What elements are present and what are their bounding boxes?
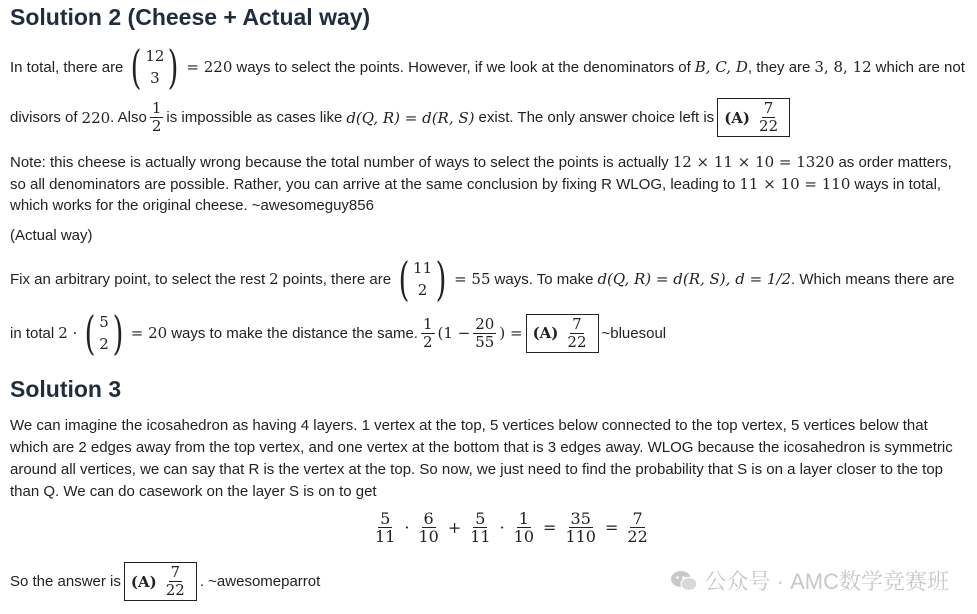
note-line-3 xyxy=(10,197,374,214)
note-line-2 xyxy=(10,175,941,193)
text: . ~awesomeparrot xyxy=(199,573,321,590)
fraction-20-55: $\frac{20}{55}$ xyxy=(475,314,495,351)
solution-3-heading: Solution 3 xyxy=(10,376,122,402)
math-inline: (1 − xyxy=(437,324,471,342)
text: ways. To make xyxy=(494,270,594,288)
text: divisors of xyxy=(10,109,78,126)
wechat-icon xyxy=(669,569,699,593)
math-inline: 3, 8, 12 xyxy=(814,58,872,76)
answer-box: (A) $\frac{7}{22}$ xyxy=(717,98,790,137)
sol2-line-1 xyxy=(10,40,965,94)
fraction-1-2: $\frac{1}{2}$ xyxy=(151,99,162,135)
math-inline: 2 · xyxy=(58,324,78,342)
text: . Which means there are xyxy=(791,270,955,288)
text: ~bluesoul xyxy=(601,324,667,342)
text: which are not xyxy=(875,58,965,76)
math-inline: ) = xyxy=(499,324,523,342)
binomial-5-2: ( 5 2 ) xyxy=(84,306,124,360)
math-inline: = 20 xyxy=(130,324,168,342)
text: so all denominators are possible. Rather, you can arrive at the same conclusion by fixing R WLOG, leading to xyxy=(10,175,736,193)
math-inline: = 55 xyxy=(454,270,491,288)
math-inline: 2 xyxy=(269,270,279,288)
final-answer-line xyxy=(10,562,320,601)
answer-box-2: (A) $\frac{7}{22}$ xyxy=(526,314,599,353)
math-inline: 12 × 11 × 10 = 1320 xyxy=(672,153,835,171)
math-inline: d(Q, R) = d(R, S), d = 1/2 xyxy=(597,270,792,288)
text: ways to make the distance the same. xyxy=(171,324,418,342)
math-inline: d(Q, R) = d(R, S) xyxy=(346,108,475,127)
display-equation: $\frac{5}{11}$ · $\frac{6}{10}$ + $\frac{5}{11}$ · $\frac{1}{10}$ = $\frac{35}{110}$ = $\frac{7}{22}$ xyxy=(375,509,648,546)
text: (Actual way) xyxy=(10,227,93,244)
text: In total, there are xyxy=(10,58,124,76)
text: as order matters, xyxy=(838,153,952,171)
binomial-11-2: ( 11 2 ) xyxy=(398,252,447,306)
note-line-1 xyxy=(10,153,952,171)
text: which works for the original cheese. ~awesomeguy856 xyxy=(10,197,374,214)
text: Note: this cheese is actually wrong because the total number of ways to select the points is actually xyxy=(10,153,669,171)
math-inline: 220 xyxy=(81,108,111,127)
solution-2-heading: Solution 2 (Cheese + Actual way) xyxy=(10,4,371,30)
text: , they are xyxy=(747,58,811,76)
binomial-12-3: ( 12 3 ) xyxy=(130,40,179,94)
answer-box-3: (A) $\frac{7}{22}$ xyxy=(124,562,197,601)
text: Fix an arbitrary point, to select the rest xyxy=(10,270,266,288)
math-inline: = 220 xyxy=(186,58,233,76)
text: So the answer is xyxy=(10,573,121,590)
watermark xyxy=(669,565,949,596)
actual-way-label xyxy=(10,227,93,244)
text: points, there are xyxy=(282,270,392,288)
text: is impossible as cases like xyxy=(166,109,343,126)
text: . Also xyxy=(110,109,147,126)
math-inline: B, C, D xyxy=(694,58,748,76)
watermark-text: 公众号 · AMC数学竞赛班 xyxy=(704,569,949,594)
text: ways in total, xyxy=(854,175,942,193)
text: exist. The only answer choice left is xyxy=(478,109,715,126)
actual-line-1 xyxy=(10,252,955,306)
text: in total xyxy=(10,324,55,342)
text: ways to select the points. However, if we look at the denominators of xyxy=(236,58,691,76)
math-inline: 11 × 10 = 110 xyxy=(739,175,851,193)
fraction-1-2b: $\frac{1}{2}$ xyxy=(422,314,433,351)
sol2-line-2 xyxy=(10,98,793,137)
actual-line-2 xyxy=(10,306,667,360)
solution-3-body: We can imagine the icosahedron as having 4 layers. 1 vertex at the top, 5 vertices below connected to the top vertex, 5 vertices below that which are 2 edges away from the top vertex, and one vertex at the bottom that is 3 edges away. WLOG because the icosahedron is symmetric around all vertices, we can say that R is the vertex at the top. So now, we just need to find the probability that S is on a layer closer to the top than Q. We can do casework on the layer S is on to get xyxy=(10,417,953,500)
